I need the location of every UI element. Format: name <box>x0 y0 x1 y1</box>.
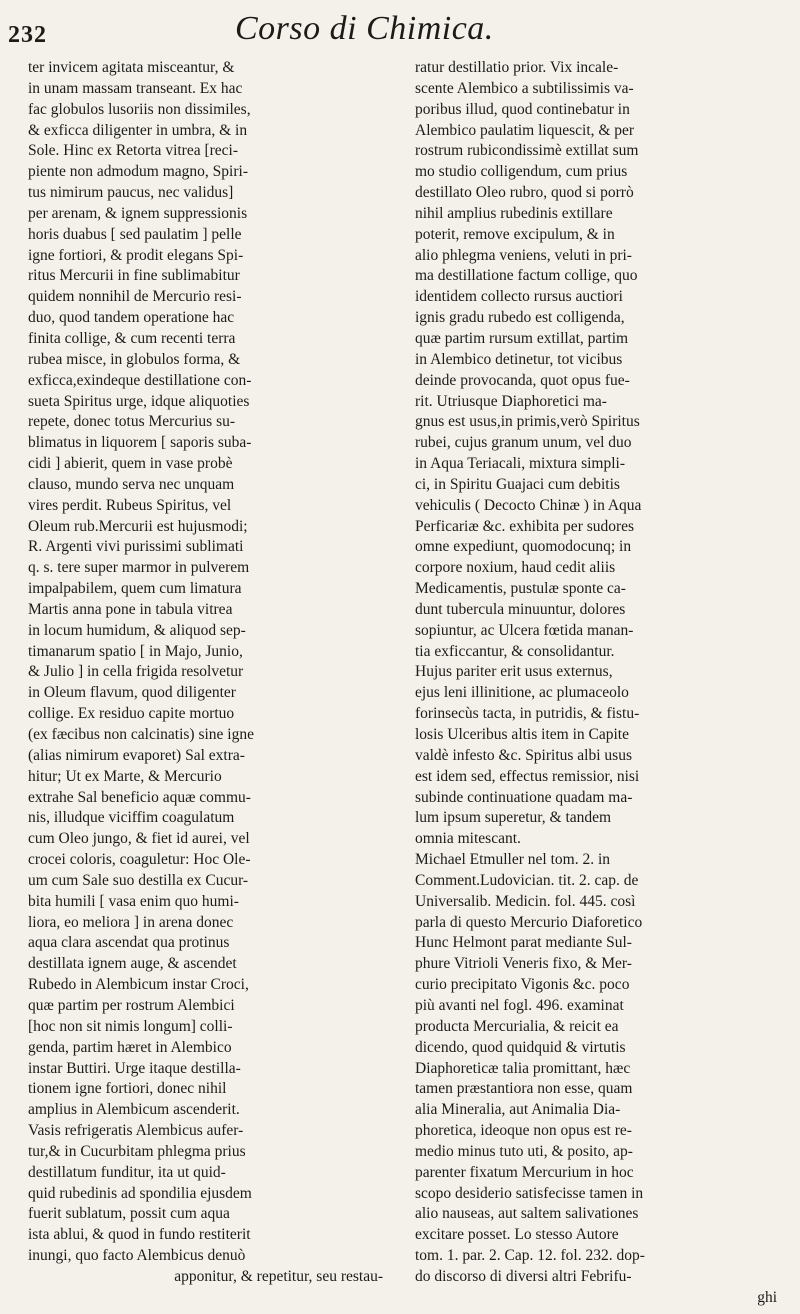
text-line: in Oleum flavum, quod diligenter <box>28 684 236 702</box>
text-line: R. Argenti vivi purissimi sublimati <box>28 538 244 556</box>
text-line: valdè infesto &c. Spiritus albi usus <box>415 746 632 764</box>
text-line: extrahe Sal beneficio aquæ commu- <box>28 788 251 806</box>
text-line: ignis gradu rubedo est colligenda, <box>415 309 625 327</box>
text-line: piente non admodum magno, Spiri- <box>28 163 248 181</box>
text-line: in Alembico detinetur, tot vicibus <box>415 350 623 368</box>
text-line: duo, quod tandem operatione hac <box>28 309 235 327</box>
text-line: quæ partim per rostrum Alembici <box>28 996 235 1014</box>
text-line: Hunc Helmont parat mediante Sul- <box>415 934 632 952</box>
text-line: ista ablui, & quod in fundo restiterit <box>28 1226 251 1244</box>
text-line: ter invicem agitata misceantur, & <box>28 59 235 76</box>
text-line: ritus Mercurii in fine sublimabitur <box>28 267 240 285</box>
text-line: omne expediunt, quomodocunq; in <box>415 538 632 556</box>
left-text-column <box>28 58 383 1288</box>
text-line: ejus leni illinitione, ac plumaceolo <box>415 684 629 702</box>
text-line: collige. Ex residuo capite mortuo <box>28 705 235 723</box>
text-line: exficca,exindeque destillatione con- <box>28 371 252 389</box>
text-line: q. s. tere super marmor in pulverem <box>28 559 250 577</box>
text-line: dunt tubercula minuuntur, dolores <box>415 600 626 618</box>
text-line: Alembico paulatim liquescit, & per <box>415 121 635 139</box>
text-line: subinde continuatione quadam ma- <box>415 788 633 806</box>
text-line: tionem igne fortiori, donec nihil <box>28 1080 227 1098</box>
text-line: timanarum spatio [ in Majo, Junio, <box>28 642 243 660</box>
text-line: blimatus in liquorem [ saporis suba- <box>28 434 252 452</box>
text-line: rostrum rubicondissimè extillat sum <box>415 142 639 160</box>
text-line: phoretica, ideoque non opus est re- <box>415 1122 632 1140</box>
text-line: corpore noxium, haud cedit aliis <box>415 559 616 577</box>
text-line: amplius in Alembicum ascenderit. <box>28 1101 240 1119</box>
text-line: vires perdit. Rubeus Spiritus, vel <box>28 496 232 514</box>
text-line: repete, donec totus Mercurius su- <box>28 413 236 431</box>
page-header <box>0 12 800 52</box>
text-line: (ex fæcibus non calcinatis) sine igne <box>28 726 254 743</box>
text-line: in locum humidum, & aliquod sep- <box>28 621 246 639</box>
text-line: impalpabilem, quem cum limatura <box>28 580 242 598</box>
text-line: ci, in Spiritu Guajaci cum debitis <box>415 475 620 493</box>
text-line: Oleum rub.Mercurii est hujusmodi; <box>28 517 248 535</box>
text-line: igne fortiori, & prodit elegans Spi- <box>28 246 244 264</box>
text-line: inungi, quo facto Alembicus denuò <box>28 1247 246 1265</box>
text-line: alio phlegma veniens, veluti in pri- <box>415 246 632 264</box>
text-line: aqua clara ascendat qua protinus <box>28 934 230 952</box>
text-line: quæ partim rursum extillat, partim <box>415 329 629 347</box>
text-line: quidem nonnihil de Mercurio resi- <box>28 288 242 306</box>
text-line: genda, partim hæret in Alembico <box>28 1038 232 1056</box>
text-line: rubei, cujus granum unum, vel duo <box>415 434 632 452</box>
text-line: scopo desiderio satisfecisse tamen in <box>415 1184 644 1202</box>
text-line: Martis anna pone in tabula vitrea <box>28 600 233 618</box>
text-line: destillatum funditur, ita ut quid- <box>28 1163 226 1181</box>
text-line: curio precipitato Vigonis &c. poco <box>415 976 630 994</box>
text-line: fuerit sublatum, possit cum aqua <box>28 1205 230 1223</box>
text-line: finita collige, & cum recenti terra <box>28 329 236 347</box>
text-line: phure Vitrioli Veneris fixo, & Mer- <box>415 955 632 973</box>
text-line: dicendo, quod quidquid & virtutis <box>415 1038 626 1056</box>
text-line: tus nimirum paucus, nec validus] <box>28 184 234 202</box>
text-line: & exficca diligenter in umbra, & in <box>28 121 248 139</box>
text-line: est idem sed, effectus remissior, nisi <box>415 767 640 785</box>
text-line: medio minus tuto uti, & posito, ap- <box>415 1142 633 1160</box>
text-line: deinde provocanda, quot opus fue- <box>415 371 630 389</box>
text-line: Comment.Ludovician. tit. 2. cap. de <box>415 871 639 889</box>
text-line: Medicamentis, pustulæ sponte ca- <box>415 580 626 598</box>
text-line: ghi <box>757 1288 777 1306</box>
text-line: in Aqua Teriacali, mixtura simpli- <box>415 455 625 473</box>
text-line: destillato Oleo rubro, quod si porrò <box>415 184 634 202</box>
text-line: losis Ulceribus altis item in Capite <box>415 726 629 743</box>
text-line: Sole. Hinc ex Retorta vitrea [reci- <box>28 142 239 160</box>
text-line: vehiculis ( Decocto Chinæ ) in Aqua <box>415 496 642 514</box>
text-line: producta Mercurialia, & reicit ea <box>415 1017 619 1035</box>
text-line: ma destillatione factum collige, quo <box>415 267 638 285</box>
text-line: omnia mitescant. <box>415 830 521 848</box>
text-line: sueta Spiritus urge, idque aliquoties <box>28 392 250 410</box>
text-line: crocei coloris, coaguletur: Hoc Ole- <box>28 851 251 869</box>
text-line: ratur destillatio prior. Vix incale- <box>415 59 619 76</box>
text-line: poterit, remove excipulum, & in <box>415 225 615 243</box>
text-line: Rubedo in Alembicum instar Croci, <box>28 976 249 994</box>
text-line: nihil amplius rubedinis extillare <box>415 204 613 222</box>
text-line: sopiuntur, ac Ulcera fœtida manan- <box>415 621 634 639</box>
text-line: gnus est usus,in primis,verò Spiritus <box>415 413 640 431</box>
text-line: tamen præstantiora non esse, quam <box>415 1080 633 1098</box>
text-line: cum Oleo jungo, & fiet id aurei, vel <box>28 830 250 848</box>
text-line: apponitur, & repetitur, seu restau- <box>174 1267 383 1285</box>
text-line: Michael Etmuller nel tom. 2. in <box>415 851 610 869</box>
text-line: do discorso di diversi altri Febrifu- <box>415 1267 632 1285</box>
text-line: Vasis refrigeratis Alembicus aufer- <box>28 1122 244 1140</box>
text-line: fac globulos lusoriis non dissimiles, <box>28 100 251 118</box>
text-line: poribus illud, quod continebatur in <box>415 100 630 118</box>
right-text-column <box>415 58 777 1309</box>
text-line: Perficariæ &c. exhibita per sudores <box>415 517 635 535</box>
text-line: um cum Sale suo destilla ex Cucur- <box>28 871 249 889</box>
text-line: forinsecùs tacta, in putridis, & fistu- <box>415 705 640 723</box>
text-line: destillata ignem auge, & ascendet <box>28 955 237 973</box>
text-line: liora, eo meliora ] in arena donec <box>28 913 234 931</box>
text-line: in unam massam transeant. Ex hac <box>28 79 243 97</box>
page-number: 232 <box>8 22 47 48</box>
text-line: horis duabus [ sed paulatim ] pelle <box>28 225 242 243</box>
text-line: (alias nimirum evaporet) Sal extra- <box>28 746 245 764</box>
text-line: identidem collecto rursus auctiori <box>415 288 623 306</box>
text-line: rit. Utriusque Diaphoretici ma- <box>415 392 607 410</box>
text-line: [hoc non sit nimis longum] colli- <box>28 1017 233 1035</box>
text-line: Universalib. Medicin. fol. 445. così <box>415 892 636 910</box>
text-line: rubea misce, in globulos forma, & <box>28 350 241 368</box>
text-line: cidi ] abierit, quem in vase probè <box>28 455 233 473</box>
text-line: parla di questo Mercurio Diaforetico <box>415 913 643 931</box>
text-line: Hujus pariter erit usus externus, <box>415 663 613 681</box>
text-line: parenter fixatum Mercurium in hoc <box>415 1163 634 1181</box>
text-line: excitare posset. Lo stesso Autore <box>415 1226 619 1244</box>
running-title: Corso di Chimica. <box>235 10 494 47</box>
text-line: tia exficcantur, & consolidantur. <box>415 642 615 660</box>
text-line: alio nauseas, aut saltem salivationes <box>415 1205 639 1223</box>
text-line: quid rubedinis ad spondilia ejusdem <box>28 1184 252 1202</box>
text-line: nis, illudque viciffim coagulatum <box>28 809 235 827</box>
text-line: tom. 1. par. 2. Cap. 12. fol. 232. dop- <box>415 1247 645 1265</box>
text-line: lum ipsum superetur, & tandem <box>415 809 612 827</box>
text-line: tur,& in Cucurbitam phlegma prius <box>28 1142 246 1160</box>
text-line: & Julio ] in cella frigida resolvetur <box>28 663 244 681</box>
text-line: alia Mineralia, aut Animalia Dia- <box>415 1101 621 1119</box>
text-line: per arenam, & ignem suppressionis <box>28 204 248 222</box>
text-line: mo studio colligendum, cum prius <box>415 163 628 181</box>
text-line: più avanti nel fogl. 496. examinat <box>415 996 624 1014</box>
text-line: bita humili [ vasa enim quo humi- <box>28 892 239 910</box>
text-line: scente Alembico a subtilissimis va- <box>415 79 634 97</box>
text-line: Diaphoreticæ talia promittant, hæc <box>415 1059 631 1077</box>
text-line: clauso, mundo serva nec unquam <box>28 475 235 493</box>
text-line: hitur; Ut ex Marte, & Mercurio <box>28 767 222 785</box>
text-line: instar Buttiri. Urge itaque destilla- <box>28 1059 241 1077</box>
